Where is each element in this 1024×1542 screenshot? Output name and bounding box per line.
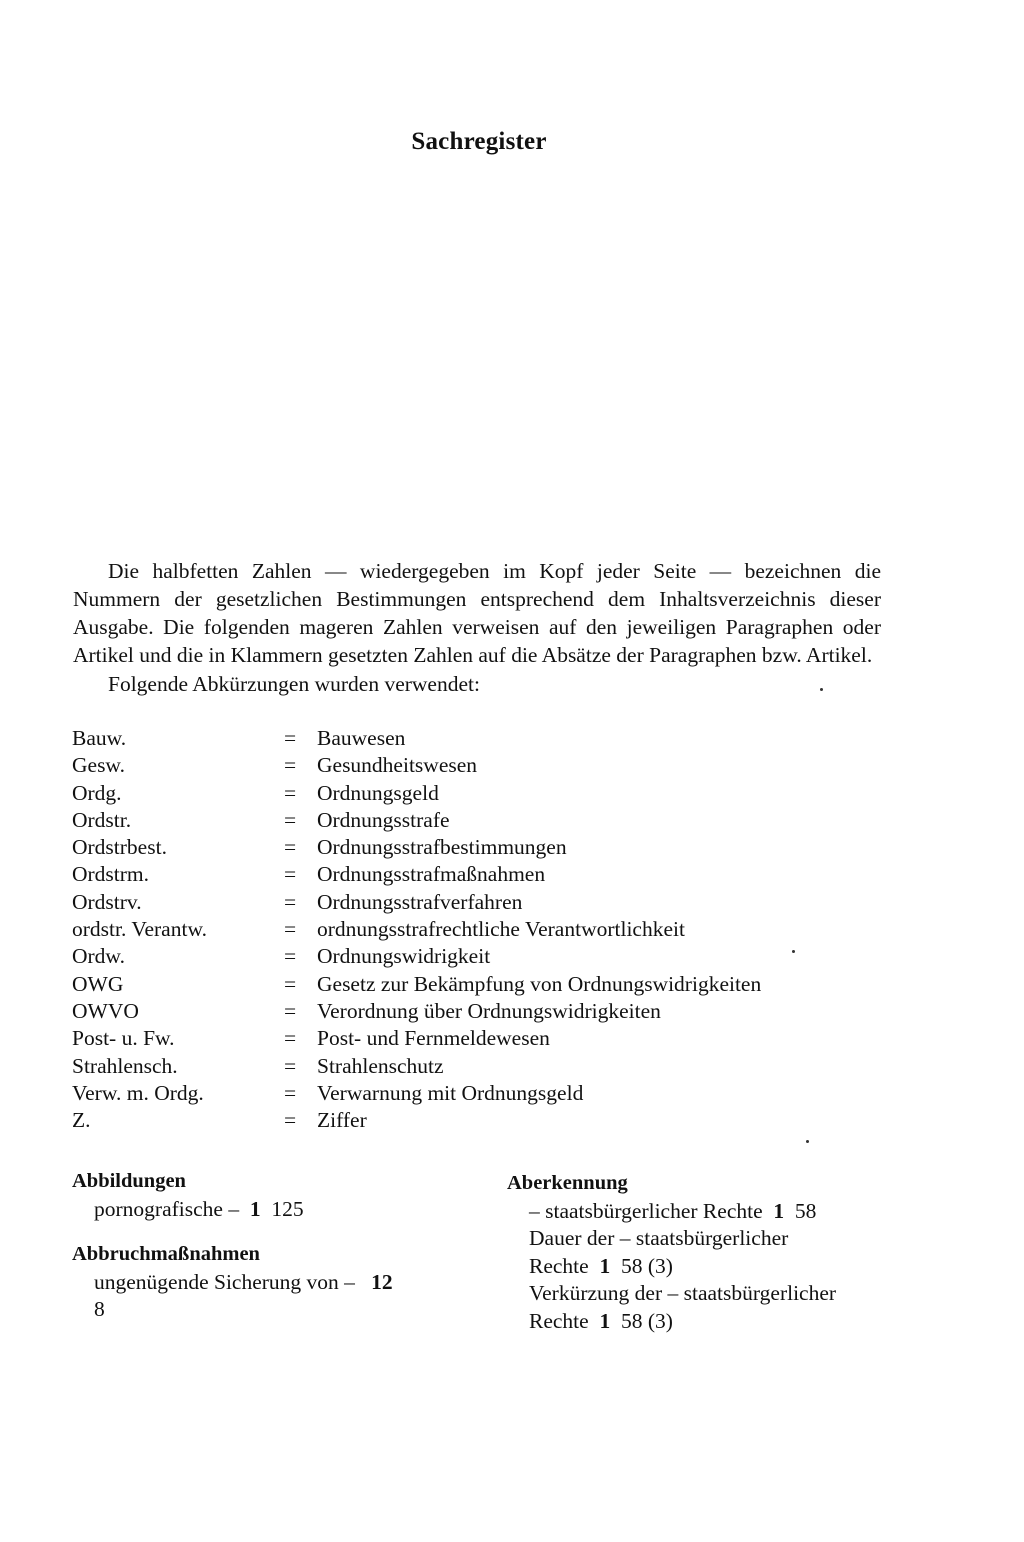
- abbreviations-intro: Folgende Abkürzungen wurden verwendet:: [108, 672, 480, 696]
- law-number: 1: [773, 1198, 785, 1223]
- abbreviation-meaning: Verordnung über Ordnungswidrigkeiten: [317, 998, 661, 1023]
- index-subentry: [507, 1198, 887, 1226]
- subentry-text: Verkürzung der – staatsbürgerlicher: [529, 1281, 837, 1305]
- page-title: Sachregister: [411, 128, 547, 155]
- index-heading: Abbruchmaßnahmen: [72, 1243, 260, 1265]
- print-speck: [820, 688, 823, 691]
- abbreviation-meaning: Ordnungswidrigkeit: [317, 944, 491, 969]
- abbreviation-row: [72, 1080, 872, 1107]
- abbreviation-key: Post- u. Fw.: [72, 1026, 175, 1051]
- paragraph-ref: 8: [94, 1297, 105, 1321]
- abbreviation-meaning: Post- und Fernmeldewesen: [317, 1026, 550, 1051]
- intro-text: [73, 557, 881, 698]
- print-speck: [792, 950, 795, 953]
- abbreviation-meaning: Ziffer: [317, 1108, 367, 1133]
- index-subentry: [72, 1269, 457, 1297]
- abbreviation-key: Ordstrm.: [72, 862, 150, 887]
- equals-sign: =: [284, 1080, 297, 1105]
- equals-sign: =: [284, 835, 297, 860]
- law-number: 1: [599, 1308, 611, 1333]
- abbreviation-key: Ordw.: [72, 944, 125, 969]
- index-subentry-continued: [507, 1253, 887, 1281]
- intro-paragraph: Die halbfetten Zahlen — wiedergegeben im Kopf jeder Seite — bezeichnen die Nummern der gesetzlichen Bestimmungen entsprechend dem Inhaltsverzeichnis dieser Ausgabe. Die folgenden mageren Zahlen verweisen auf den jeweiligen Paragraphen oder Artikel und die in Klammern gesetzten Zahlen auf die Absätze der Paragraphen bzw. Artikel.: [73, 559, 881, 667]
- law-number: 12: [371, 1269, 393, 1294]
- abbreviation-row: [72, 916, 872, 943]
- abbreviation-row: [72, 943, 872, 970]
- equals-sign: =: [284, 998, 297, 1023]
- law-number: 1: [249, 1196, 261, 1221]
- abbreviation-row: [72, 834, 872, 861]
- abbreviation-key: Strahlensch.: [72, 1053, 178, 1078]
- index-subentry: [507, 1280, 887, 1308]
- abbreviation-row: [72, 780, 872, 807]
- equals-sign: =: [284, 971, 297, 996]
- subentry-text: Dauer der – staatsbürgerlicher: [529, 1226, 789, 1250]
- index-subentry: [72, 1196, 457, 1224]
- equals-sign: =: [284, 944, 297, 969]
- index-column-right: [507, 1170, 887, 1347]
- subentry-text: pornografische –: [94, 1196, 240, 1221]
- abbreviation-key: Ordstr.: [72, 807, 132, 832]
- abbreviation-key: Verw. m. Ordg.: [72, 1080, 204, 1105]
- equals-sign: =: [284, 726, 297, 750]
- equals-sign: =: [284, 889, 297, 914]
- abbreviation-row: [72, 998, 872, 1025]
- index-subentry-continued: [72, 1296, 457, 1324]
- abbreviation-key: Ordstrv.: [72, 889, 142, 914]
- abbreviation-key: OWG: [72, 971, 124, 996]
- abbreviation-key: Ordstrbest.: [72, 835, 167, 860]
- abbreviation-meaning: Bauwesen: [317, 726, 406, 750]
- subentry-text: Rechte: [529, 1308, 589, 1333]
- paragraph-ref: 58 (3): [620, 1253, 673, 1278]
- abbreviation-list: [72, 725, 872, 1134]
- index-heading: Aberkennung: [507, 1172, 628, 1194]
- equals-sign: =: [284, 1026, 297, 1051]
- paragraph-ref: 125: [271, 1196, 304, 1221]
- paragraph-ref: 58: [794, 1198, 817, 1223]
- abbreviation-key: OWVO: [72, 998, 139, 1023]
- abbreviation-meaning: Ordnungsstrafbestimmungen: [317, 835, 567, 860]
- abbreviation-meaning: Ordnungsgeld: [317, 780, 439, 805]
- index-subentry: [507, 1225, 887, 1253]
- equals-sign: =: [284, 862, 297, 887]
- index-heading: Abbildungen: [72, 1170, 186, 1192]
- paragraph-ref: 58 (3): [620, 1308, 673, 1333]
- subentry-text: Rechte: [529, 1253, 589, 1278]
- index-column-left: [72, 1168, 457, 1336]
- abbreviation-meaning: Ordnungsstrafmaßnahmen: [317, 862, 546, 887]
- abbreviation-meaning: Verwarnung mit Ordnungsgeld: [317, 1080, 584, 1105]
- abbreviation-key: Bauw.: [72, 726, 127, 750]
- index-entry-abbruchmassnahmen: [72, 1241, 457, 1324]
- abbreviation-row: [72, 807, 872, 834]
- law-number: 1: [599, 1253, 611, 1278]
- subentry-text: – staatsbürgerlicher Rechte: [529, 1198, 763, 1223]
- abbreviation-row: [72, 971, 872, 998]
- abbreviation-row: [72, 861, 872, 888]
- subentry-text: ungenügende Sicherung von –: [94, 1269, 355, 1294]
- equals-sign: =: [284, 807, 297, 832]
- equals-sign: =: [284, 917, 297, 942]
- index-subentry-continued: [507, 1308, 887, 1336]
- equals-sign: =: [284, 753, 297, 778]
- abbreviation-meaning: ordnungsstrafrechtliche Verantwortlichkeit: [317, 917, 685, 942]
- abbreviation-key: Gesw.: [72, 753, 125, 778]
- abbreviation-meaning: Gesundheitswesen: [317, 753, 478, 778]
- equals-sign: =: [284, 780, 297, 805]
- index-entry-aberkennung: [507, 1170, 887, 1335]
- index-entry-abbildungen: [72, 1168, 457, 1223]
- equals-sign: =: [284, 1108, 297, 1133]
- abbreviation-row: [72, 725, 872, 752]
- abbreviation-meaning: Strahlenschutz: [317, 1053, 444, 1078]
- abbreviation-meaning: Ordnungsstrafe: [317, 807, 450, 832]
- print-speck: [806, 1140, 809, 1143]
- abbreviation-row: [72, 752, 872, 779]
- abbreviation-row: [72, 1107, 872, 1134]
- abbreviation-key: Ordg.: [72, 780, 122, 805]
- abbreviation-row: [72, 889, 872, 916]
- abbreviation-row: [72, 1025, 872, 1052]
- abbreviation-meaning: Gesetz zur Bekämpfung von Ordnungswidrigkeiten: [317, 971, 762, 996]
- abbreviation-meaning: Ordnungsstrafverfahren: [317, 889, 523, 914]
- equals-sign: =: [284, 1053, 297, 1078]
- abbreviation-row: [72, 1053, 872, 1080]
- abbreviation-key: Z.: [72, 1108, 91, 1133]
- abbreviation-key: ordstr. Verantw.: [72, 917, 207, 942]
